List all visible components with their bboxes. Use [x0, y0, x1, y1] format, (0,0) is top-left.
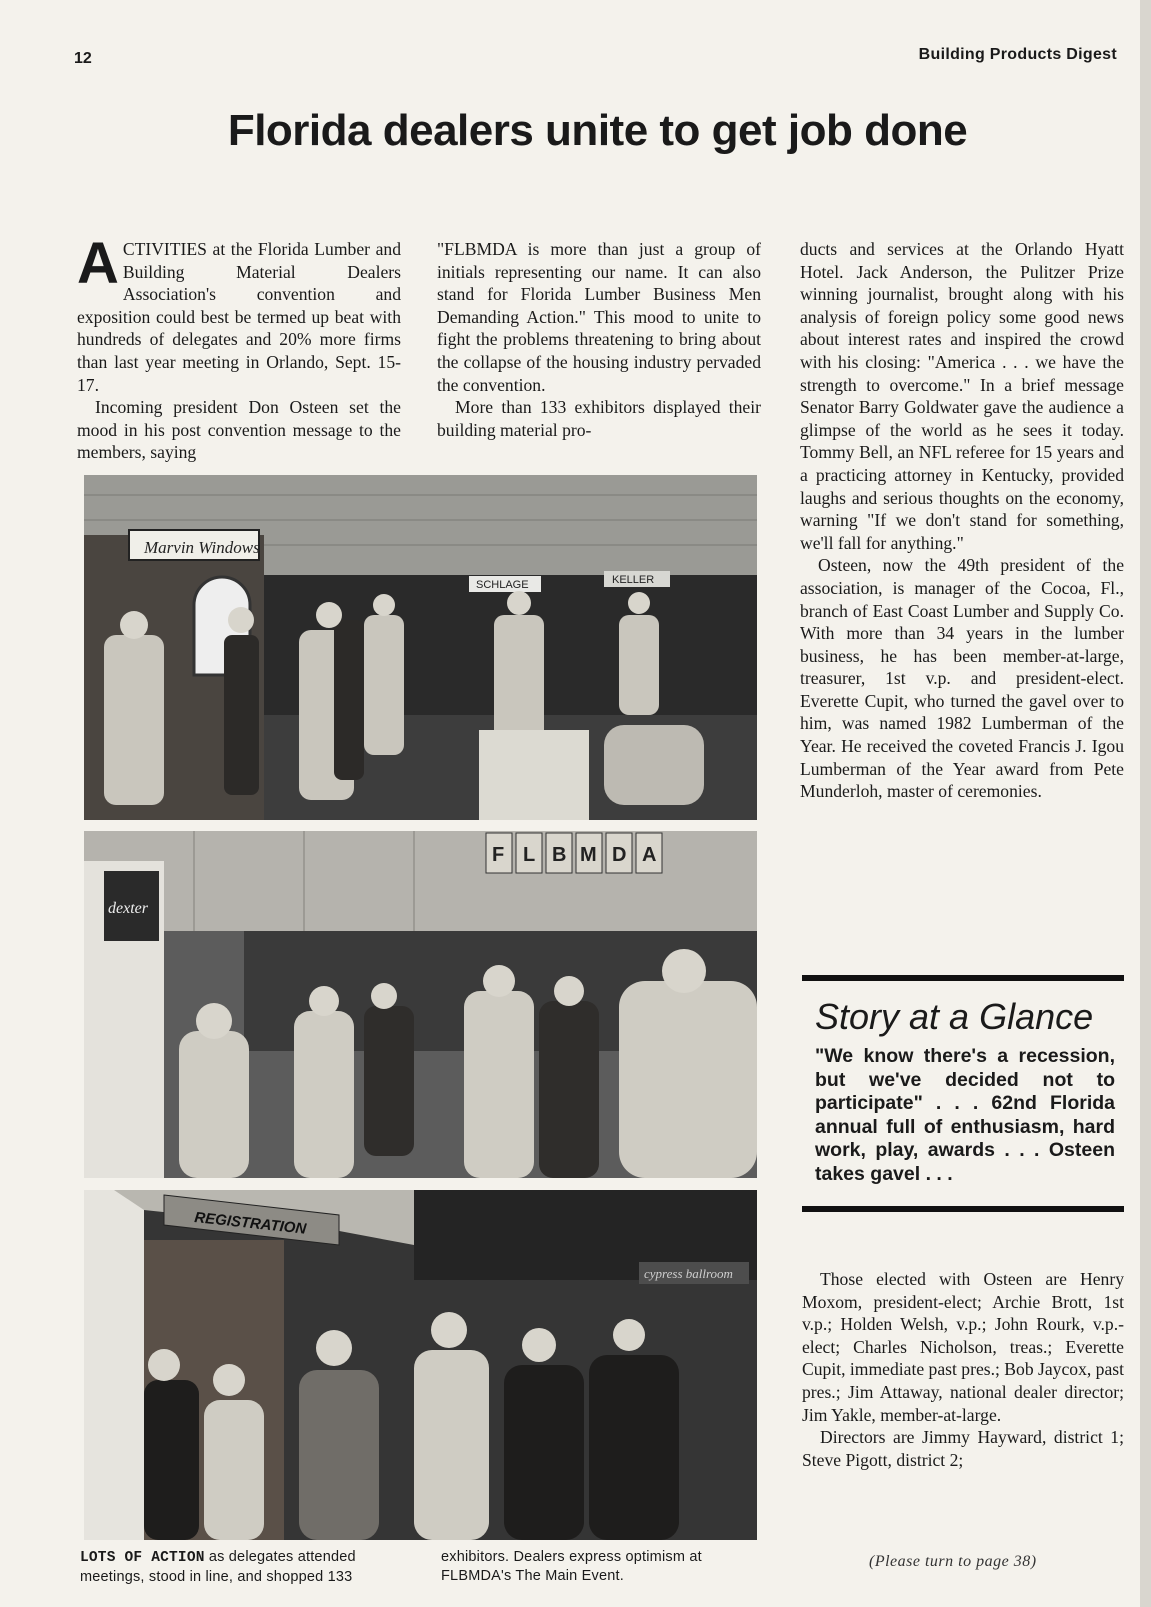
article-paragraph: Incoming president Don Osteen set the mood in his post convention message to the members, saying [77, 397, 401, 463]
caption-text: as delegates attended meetings, stood in line, and shopped 133 [80, 1549, 356, 1585]
banner-letter: D [612, 844, 627, 866]
banner-letter: L [523, 844, 536, 866]
sign-schlage: SCHLAGE [476, 579, 529, 591]
glance-title: Story at a Glance [815, 996, 1094, 1037]
photo-registration [84, 1190, 757, 1540]
banner-letter: B [552, 844, 567, 866]
sign-cypress-ballroom: cypress ballroom [644, 1266, 733, 1281]
sign-keller: KELLER [612, 574, 655, 586]
photo-caption-part1 [80, 1548, 410, 1587]
article-column-2 [437, 238, 761, 441]
headline: Florida dealers unite to get job done [227, 106, 968, 155]
sign-marvin-windows: Marvin Windows [144, 538, 260, 557]
glance-rule-bottom [802, 1206, 1124, 1212]
article-paragraph: ducts and services at the Orlando Hyatt Hotel. Jack Anderson, the Pulitzer Prize winning journalist, brought along with his analysis of foreign policy some good news about interest rates and inspired the crowd with his closing: "America . . . we have the strength to overcome." In a brief message Senator Barry Goldwater gave the audience a glimpse of the world as he sees it today. Tommy Bell, an NFL referee for 15 years and a practicing attorney in Kentucky, provided laughs and serious thoughts on the economy, warning "If we don't stand for something, we'll fall for anything." [800, 239, 1124, 553]
photo-exhibit-hall [84, 475, 757, 820]
caption-lead: LOTS OF ACTION [80, 1550, 205, 1566]
article-paragraph: Those elected with Osteen are Henry Moxom, president-elect; Archie Brott, 1st v.p.; Holden Welsh, v.p.; John Rourk, v.p.-elect; Charles Nicholson, treas.; Everette Cupit, immediate past pres.; Bob Jaycox, past pres.; Jim Attaway, national dealer director; Jim Yakle, member-at-large. [802, 1269, 1125, 1425]
page-number: 12 [74, 50, 92, 67]
continued-notice: (Please turn to page 38) [869, 1553, 1037, 1570]
photo-exhibit-hall-image [84, 475, 757, 820]
sign-dexter: dexter [108, 900, 148, 917]
article-column-1 [77, 231, 401, 464]
article-paragraph: More than 133 exhibitors displayed their building material pro- [437, 397, 761, 440]
article-paragraph: Osteen, now the 49th president of the association, is manager of the Cocoa, Fl., branch of East Coast Lumber and Supply Co. With more than 34 years in the lumber business, he has been member-at-large, treasurer, 1st v.p. and president-elect. Everette Cupit, who turned the gavel over to him, was named 1982 Lumberman of the Year. He received the coveted Francis J. Igou Lumberman of the Year award from Pete Munderloh, master of ceremonies. [800, 555, 1124, 802]
publication-name: Building Products Digest [918, 46, 1117, 63]
article-column-3 [800, 238, 1124, 803]
article-column-3-continued [802, 1268, 1124, 1471]
glance-rule-top [802, 975, 1124, 981]
page-edge [1140, 0, 1151, 1607]
drop-cap: A [77, 231, 119, 296]
sign-registration: REGISTRATION [193, 1209, 307, 1238]
photo-caption-part2: exhibitors. Dealers express optimism at FLBMDA's The Main Event. [441, 1549, 702, 1584]
banner-letter: A [642, 844, 657, 866]
photo-registration-image [84, 1190, 757, 1540]
glance-body: "We know there's a recession, but we've decided not to participate" . . . 62nd Florida annual full of enthusiasm, hard work, play, awards . . . Osteen takes gavel . . . [815, 1045, 1115, 1185]
paragraph-text: CTIVITIES at the Florida Lumber and Building Material Dealers Association's convention and exposition could best be termed up beat with hundreds of delegates and 20% more firms than last year meeting in Orlando, Sept. 15-17. [77, 239, 401, 395]
banner-letter: F [492, 844, 505, 866]
photo-crowd-banner-image [84, 831, 757, 1178]
article-paragraph: "FLBMDA is more than just a group of initials representing our name. It can also stand for Florida Lumber Business Men Demanding Action." This mood to unite to fight the problems threatening to bring about the collapse of the housing industry pervaded the convention. [437, 239, 761, 395]
article-paragraph [77, 231, 401, 396]
banner-letter: M [580, 844, 597, 866]
article-paragraph: Directors are Jimmy Hayward, district 1; Steve Pigott, district 2; [802, 1427, 1124, 1470]
photo-crowd-banner [84, 831, 757, 1178]
